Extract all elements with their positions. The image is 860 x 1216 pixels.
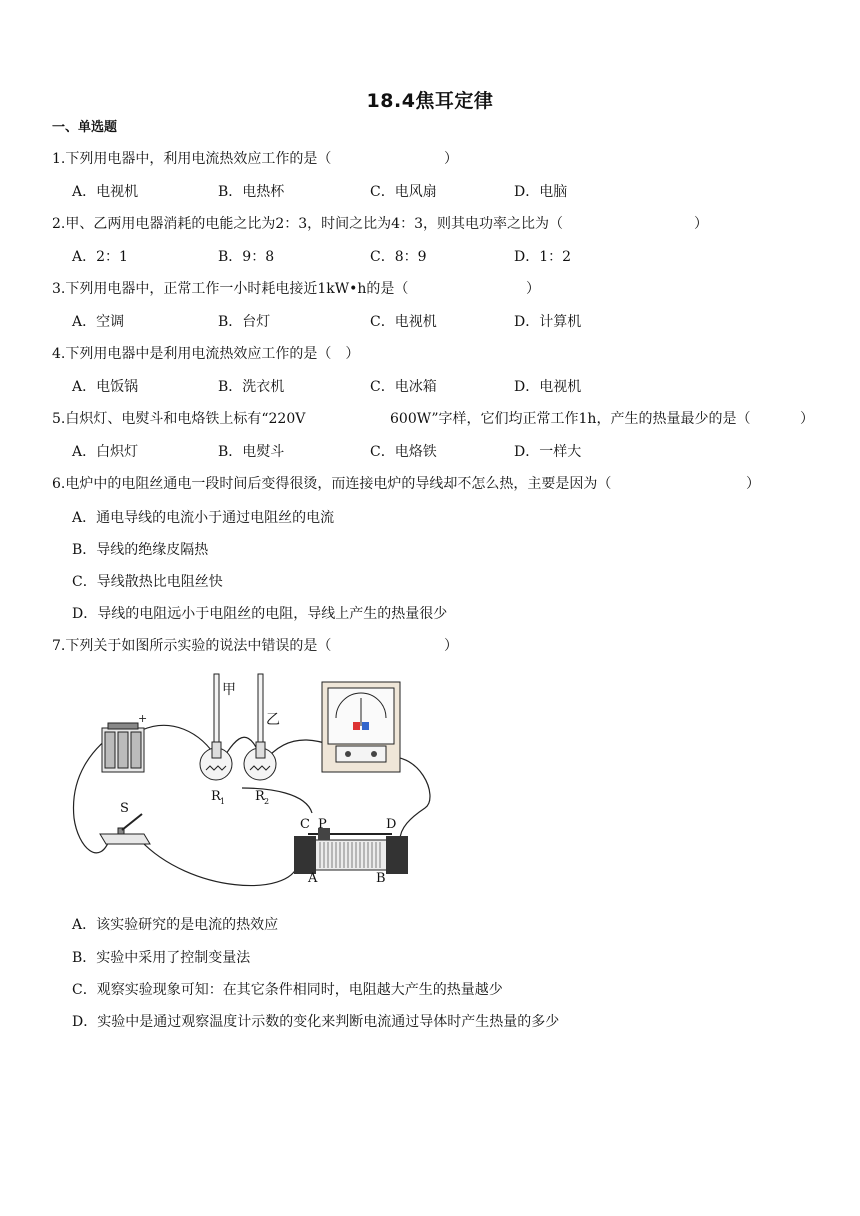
question-3-option-c: C．电视机	[370, 314, 437, 330]
question-1-option-a: A．电视机	[72, 184, 139, 200]
question-5-close-paren: ）	[800, 411, 814, 427]
question-2-close-paren: ）	[694, 216, 708, 232]
question-5-stem: 5.白炽灯、电熨斗和电烙铁上标有“220V	[52, 411, 306, 427]
label-s: S	[120, 801, 129, 816]
question-3-close-paren: ）	[526, 281, 540, 297]
label-yi: 乙	[266, 712, 280, 728]
label-a: A	[308, 871, 318, 886]
question-1-option-d: D．电脑	[514, 184, 568, 200]
question-6-option-c: C．导线散热比电阻丝快	[72, 574, 223, 590]
battery-icon	[102, 712, 147, 772]
question-6-close-paren: ）	[746, 476, 760, 492]
label-jia: 甲	[222, 682, 236, 698]
question-7-option-d: D．实验中是通过观察温度计示数的变化来判断电流通过导体时产生热量的多少	[72, 1014, 560, 1030]
label-p: P	[318, 817, 327, 832]
question-1-option-c: C．电风扇	[370, 184, 437, 200]
wire-slider-c	[242, 788, 312, 813]
question-1-stem: 1.下列用电器中，利用电流热效应工作的是（	[52, 151, 332, 167]
question-6-stem: 6.电炉中的电阻丝通电一段时间后变得很烫，而连接电炉的导线却不怎么热，主要是因为（	[52, 476, 612, 492]
rheostat-icon	[294, 828, 408, 874]
section-heading: 一、单选题	[52, 120, 118, 135]
label-r1: R	[211, 789, 221, 804]
ammeter-icon	[322, 682, 400, 772]
question-1-close-paren: ）	[444, 151, 458, 167]
circuit-diagram	[70, 668, 440, 893]
question-3-stem: 3.下列用电器中，正常工作一小时耗电接近1kW•h的是（	[52, 281, 409, 297]
question-7-option-c: C．观察实验现象可知：在其它条件相同时，电阻越大产生的热量越少	[72, 982, 503, 998]
question-5-option-a: A．白炽灯	[72, 444, 139, 460]
label-b: B	[376, 871, 386, 886]
question-7-option-b: B．实验中采用了控制变量法	[72, 950, 251, 966]
question-2-option-b: B．9：8	[218, 249, 275, 265]
question-2-option-c: C．8：9	[370, 249, 427, 265]
label-c: C	[300, 817, 310, 832]
battery-plus-label: +	[138, 712, 148, 725]
question-4-option-b: B．洗衣机	[218, 379, 285, 395]
question-7-option-a: A．该实验研究的是电流的热效应	[72, 917, 279, 933]
question-5-option-d: D．一样大	[514, 444, 582, 460]
question-4-option-c: C．电冰箱	[370, 379, 437, 395]
question-5-option-c: C．电烙铁	[370, 444, 437, 460]
question-7-stem: 7.下列关于如图所示实验的说法中错误的是（	[52, 638, 332, 654]
question-4-stem: 4.下列用电器中是利用电流热效应工作的是（ ）	[52, 346, 360, 362]
label-r2: R	[255, 789, 265, 804]
question-7-close-paren: ）	[444, 638, 458, 654]
question-2-stem: 2.甲、乙两用电器消耗的电能之比为2：3，时间之比为4：3，则其电功率之比为（	[52, 216, 563, 232]
question-6-option-a: A．通电导线的电流小于通过电阻丝的电流	[72, 510, 335, 526]
label-d: D	[386, 817, 397, 832]
wire-switch-to-rheostat	[140, 840, 298, 886]
question-4-option-d: D．电视机	[514, 379, 582, 395]
question-6-option-b: B．导线的绝缘皮隔热	[72, 542, 209, 558]
question-1-option-b: B．电热杯	[218, 184, 285, 200]
question-4-option-a: A．电饭锅	[72, 379, 139, 395]
question-3-option-b: B．台灯	[218, 314, 271, 330]
question-5-option-b: B．电熨斗	[218, 444, 285, 460]
question-3-option-a: A．空调	[72, 314, 125, 330]
label-r1-sub: 1	[220, 797, 226, 806]
page-title: 18.4焦耳定律	[366, 90, 494, 112]
question-3-option-d: D．计算机	[514, 314, 582, 330]
question-2-option-d: D．1：2	[514, 249, 572, 265]
switch-icon	[100, 814, 150, 844]
question-6-option-d: D．导线的电阻远小于电阻丝的电阻，导线上产生的热量很少	[72, 606, 448, 622]
question-2-option-a: A．2：1	[72, 249, 128, 265]
question-5-stem-continued: 600W”字样，它们均正常工作1h，产生的热量最少的是（	[390, 411, 751, 427]
label-r2-sub: 2	[264, 797, 270, 806]
